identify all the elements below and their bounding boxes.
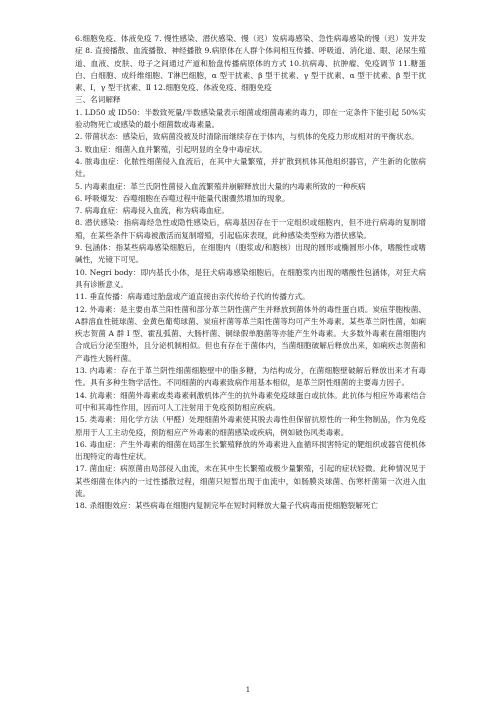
definition-respiratory-burst: 6. 呼吸爆发：吞噬细胞在吞噬过程中能量代谢骤然增加的现象。 — [75, 193, 290, 203]
section-heading: 三、名词解释 — [75, 95, 121, 105]
definition-endotoxemia: 5. 内毒素血症：革兰氏阴性菌侵入血流繁殖并崩解释放出大量的内毒素所致的一种疾病 — [75, 181, 366, 191]
definition-negri-body: 10. Negri body：即内基氏小体，是狂犬病毒感染细胞后，在细胞浆内出现的嗜酸性包涵体，对狂犬病具有诊断意义。 — [75, 267, 426, 289]
definition-endotoxin: 13. 内毒素：存在于革兰阴性细菌细胞壁中的脂多糖，为结构成分，在菌细胞壁破解后释放出来才有毒性。具有多种生物学活性。不同细菌的内毒素致病作用基本相似，是革兰阴性细菌的主要毒力因子。 — [75, 366, 426, 388]
definition-septicemia: 3. 败血症：细菌入血并繁殖，引起明显的全身中毒症状。 — [75, 144, 267, 154]
definition-cytocidal-effect: 18. 杀细胞效应：某些病毒在细胞内复制完毕在短时间释放大量子代病毒而使细胞裂解死亡 — [75, 501, 379, 511]
definition-antitoxin: 14. 抗毒素：细菌外毒素或类毒素刺激机体产生的抗外毒素免疫球蛋白或抗体。此抗体与相应外毒素结合可中和其毒性作用，因而可人工注射用于免疫预防相应疾病。 — [75, 390, 426, 412]
answer-paragraph-6-12: 6.细胞免疫、体液免疫 7. 慢性感染、潜伏感染、慢（迟）发病毒感染、急性病毒感染的慢（迟）发并发症 8. 直接播散、血流播散、神经播散 9.病原体在人群个体间相互传播、呼吸道、消化道、眼、泌尿生殖道、血液、皮肤、母子之间通过产道和胎盘传播病原体的方式 10.抗病毒、抗肿瘤、免疫调节 11.糖蛋白、白细胞、成纤维细胞、T淋巴细胞，α 型干扰素、β 型干扰素、γ 型干扰素、α 型干扰素、β 型干扰素、I，γ 型干扰素、Ⅱ 12.细胞免疫、体液免疫、细胞免疫 — [75, 34, 426, 93]
definition-latent-infection: 8. 潜伏感染：指病毒经急性或隐性感染后，病毒基因存在于一定组织或细胞内，但不进行病毒的复制增殖，在某些条件下病毒被激活而复制增殖，引起临床表现，此种感染类型称为潜伏感染。 — [75, 218, 426, 240]
definition-bacteremia: 17. 菌血症：病原菌由局部侵入血流，未在其中生长繁殖或极少量繁殖，引起的症状轻微。此种情况见于某些细菌在体内的一过性播散过程，细菌只短暂出现于血流中，如肠膜炎球菌、伤寒杆菌第一次进入血流。 — [75, 464, 426, 498]
definition-pyemia: 4. 脓毒血症：化脓性细菌侵入血流后，在其中大量繁殖，并扩散到机体其他组织器官，产生新的化脓病灶。 — [75, 156, 426, 179]
definition-ld50: 1. LD50 或 ID50：半数致死量/半数感染量表示细菌或细菌毒素的毒力，即在一定条件下能引起 50%实验动物死亡或感染的最小细菌数或毒素量。 — [75, 107, 426, 130]
definition-toxoid: 15. 类毒素：用化学方法（甲醛）处理细菌外毒素使其脱去毒性但保留抗原性的一种生物制品，作为免疫原用于人工主动免疫，预防相应产外毒素的细菌感染或疾病，例如破伤风类毒素。 — [75, 415, 426, 437]
document-body — [75, 33, 426, 513]
definition-inclusion-body: 9. 包涵体：指某些病毒感染细胞后，在细胞内（胞浆或/和胞核）出现的圆形或椭圆形小体，嗜酸性或嗜碱性，光镜下可见。 — [75, 243, 426, 265]
definition-vertical-transmission: 11. 垂直传播：病毒通过胎盘或产道直接由亲代传给子代的传播方式。 — [75, 292, 310, 302]
definition-exotoxin: 12. 外毒素：是主要由革兰阳性菌和部分革兰阴性菌产生并释放到菌体外的毒性蛋白质。炭疽芽胞梭菌、A群溶血性链球菌、金黄色葡萄球菌、炭疽杆菌等革兰阳性菌等均可产生外毒素。某些革兰阴性菌，如痢疾志贺菌 A 群 I 型、霍乱弧菌、大肠杆菌、铜绿假单胞菌等亦能产生外毒素。大多数外毒素在菌细胞内合成后分泌至胞外，且分泌机制相似。但也有存在于菌体内，当菌细胞破解后释放出来，如痢疾志贺菌和产毒性大肠杆菌。 — [75, 304, 426, 363]
page-number: 1 — [245, 686, 251, 694]
definition-carrier-state: 2. 带菌状态：感染后，致病菌没被及时清除而继续存在于体内，与机体的免疫力形成相对的平衡状态。 — [75, 132, 419, 142]
definition-viremia: 7. 病毒血症：病毒侵入血流，称为病毒血症。 — [75, 206, 229, 216]
definition-toxemia: 16. 毒血症：产生外毒素的细菌在局部生长繁殖释放的外毒素进入血循环损害特定的靶组织或器官使机体出现特定的毒性症状。 — [75, 439, 426, 462]
